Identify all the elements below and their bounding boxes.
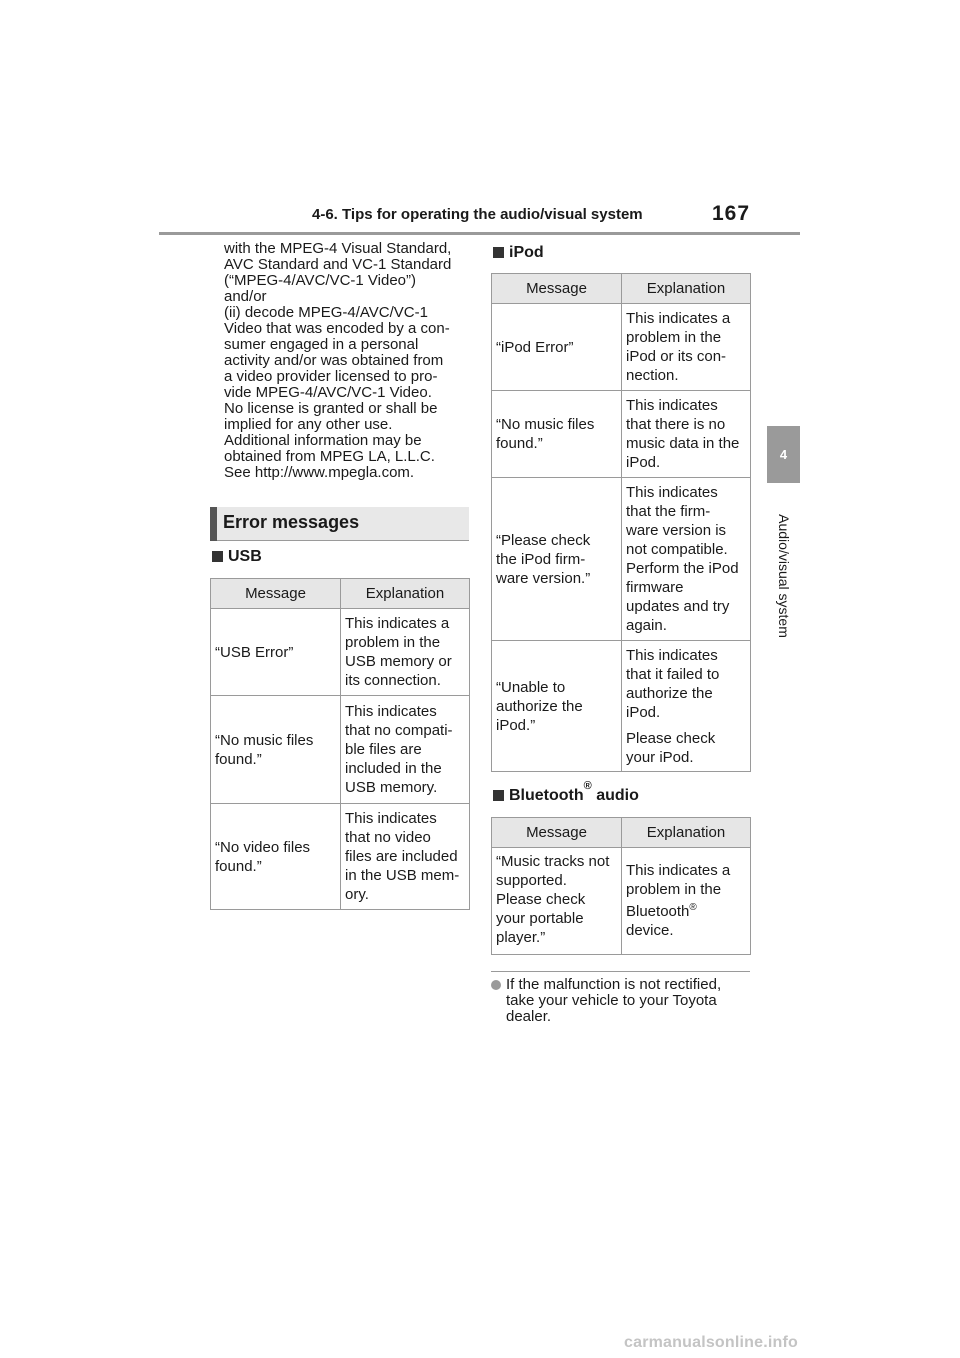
section-title: Error messages: [223, 512, 360, 532]
column-header-explanation: Explanation: [622, 274, 751, 304]
explanation-cell: This indicates that no video files are included in the USB mem- ory.: [341, 804, 470, 910]
chapter-title: 4-6. Tips for operating the audio/visual system: [312, 206, 643, 223]
usb-error-table: [210, 578, 470, 910]
malfunction-note: [491, 977, 756, 1025]
ipod-heading: [493, 244, 544, 262]
message-cell: “No music files found.”: [211, 696, 341, 804]
license-paragraph: [224, 241, 469, 481]
square-bullet-icon: [493, 247, 504, 258]
text-line: See http://www.mpegla.com.: [224, 464, 415, 481]
text-line: dealer.: [506, 1008, 552, 1025]
text-line: No license is granted or shall be: [224, 400, 438, 417]
text-line: and/or: [224, 288, 267, 305]
square-bullet-icon: [212, 551, 223, 562]
text-line: Video that was encoded by a con-: [224, 320, 450, 337]
explanation-cell: This indicates a problem in the USB memory or its connection.: [341, 609, 470, 696]
column-header-message: Message: [211, 579, 341, 609]
text-line: a video provider licensed to pro-: [224, 368, 438, 385]
table-row: [492, 304, 751, 391]
note-divider: [491, 971, 750, 972]
table-header-row: [211, 579, 470, 609]
watermark: carmanualsonline.info: [624, 1334, 799, 1351]
message-cell: “No video files found.”: [211, 804, 341, 910]
table-row: [492, 641, 751, 772]
ipod-error-table: [491, 273, 751, 772]
usb-heading: [212, 548, 262, 566]
page-number: 167: [712, 202, 751, 225]
bluetooth-error-table: [491, 817, 751, 955]
error-messages-heading: [210, 507, 469, 541]
text-line: (“MPEG-4/AVC/VC-1 Video”): [224, 272, 416, 289]
heading-accent-bar: [210, 507, 217, 541]
bluetooth-brand: Bluetooth: [626, 903, 690, 920]
message-cell: “Music tracks not supported. Please check your portable player.”: [492, 848, 622, 955]
message-cell: “Unable to authorize the iPod.”: [492, 641, 622, 772]
text-line: obtained from MPEG LA, L.L.C.: [224, 448, 435, 465]
text-line: sumer engaged in a personal: [224, 336, 419, 353]
message-cell: “No music files found.”: [492, 391, 622, 478]
message-cell: “USB Error”: [211, 609, 341, 696]
bluetooth-audio-heading: Bluetooth ® audio: [493, 787, 639, 805]
header-divider: [159, 232, 800, 235]
circle-bullet-icon: [491, 980, 501, 990]
text-line: (ii) decode MPEG-4/AVC/VC-1: [224, 304, 428, 321]
explanation-cell: This indicates that the firm- ware version is not compatible. Perform the iPod firmware updates and try again.: [622, 478, 751, 641]
explanation-cell: This indicates that there is no music data in the iPod.: [622, 391, 751, 478]
explanation-cell: This indicates that it failed to authorize the iPod. Please check your iPod.: [622, 641, 751, 772]
table-row: [211, 609, 470, 696]
table-row: [211, 696, 470, 804]
text-line: with the MPEG-4 Visual Standard,: [224, 240, 452, 257]
text-line: take your vehicle to your Toyota: [506, 992, 717, 1009]
table-header-row: [492, 274, 751, 304]
text-line: Additional information may be: [224, 432, 422, 449]
explanation-cell: This indicates that no compati- ble files are included in the USB memory.: [341, 696, 470, 804]
table-row: [492, 391, 751, 478]
text-line: If the malfunction is not rectified,: [506, 976, 722, 993]
explanation-cell: This indicates a problem in the iPod or its con- nection.: [622, 304, 751, 391]
column-header-explanation: Explanation: [341, 579, 470, 609]
explanation-cell: This indicates a problem in the Bluetooth® device.: [622, 848, 751, 955]
chapter-tab-number: 4: [767, 426, 800, 483]
table-header-row: [492, 818, 751, 848]
chapter-tab-label: Audio/visual system: [776, 514, 792, 638]
text-line: implied for any other use.: [224, 416, 393, 433]
column-header-message: Message: [492, 818, 622, 848]
message-cell: “Please check the iPod firm- ware version.”: [492, 478, 622, 641]
column-header-message: Message: [492, 274, 622, 304]
column-header-explanation: Explanation: [622, 818, 751, 848]
table-row: [492, 848, 751, 955]
registered-mark: ®: [689, 902, 697, 913]
ipod-heading-text: iPod: [509, 244, 544, 261]
square-bullet-icon: [493, 790, 504, 801]
text-line: activity and/or was obtained from: [224, 352, 444, 369]
usb-heading-text: USB: [228, 548, 262, 565]
bluetooth-heading-text: Bluetooth: [509, 787, 584, 804]
table-row: [211, 804, 470, 910]
text-line: AVC Standard and VC-1 Standard: [224, 256, 452, 273]
message-cell: “iPod Error”: [492, 304, 622, 391]
bluetooth-heading-suffix: audio: [591, 787, 639, 804]
table-row: [492, 478, 751, 641]
text-line: vide MPEG-4/AVC/VC-1 Video.: [224, 384, 432, 401]
